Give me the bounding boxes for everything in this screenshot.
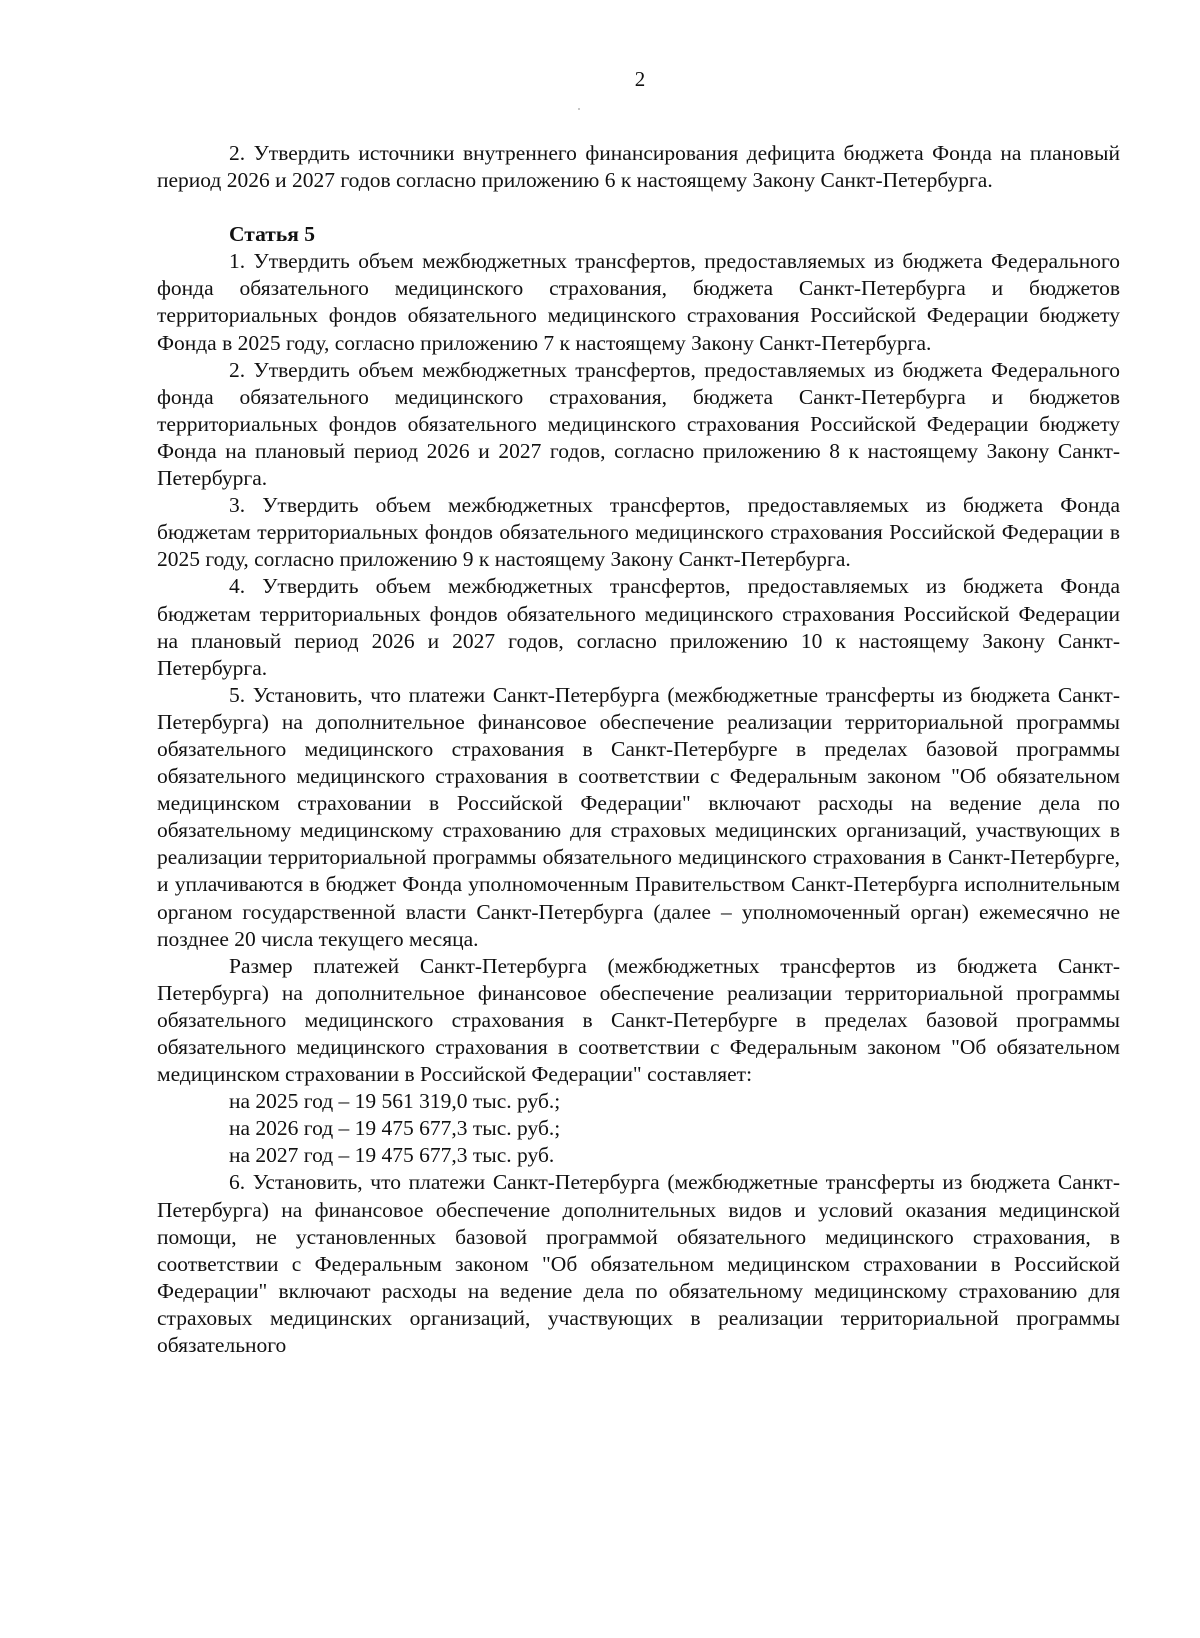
paragraph-2: 2. Утвердить источники внутреннего финансирования дефицита бюджета Фонда на плановый период 2026 и 2027 годов согласно приложению 6 к настоящему Закону Санкт-Петербурга. (157, 141, 1120, 193)
payment-size-paragraph: Размер платежей Санкт-Петербурга (межбюджетных трансфертов из бюджета Санкт-Петербурга) на дополнительное финансовое обеспечение реализации территориальной программы обязательного медицинского страхования в Санкт-Петербурге в пределах базовой программы обязательного медицинского страхования в соответствии с Федеральным законом "Об обязательном медицинском страховании в Российской Федерации" составляет: (157, 953, 1120, 1087)
amount-2025: на 2025 год – 19 561 319,0 тыс. руб.; (229, 1089, 561, 1114)
amount-2027: на 2027 год – 19 475 677,3 тыс. руб. (229, 1143, 555, 1168)
article-item-1: 1. Утвердить объем межбюджетных трансфертов, предоставляемых из бюджета Федерального фонда обязательного медицинского страхования, бюджета Санкт-Петербурга и бюджетов территориальных фондов обязательного медицинского страхования Российской Федерации бюджету Фонда в 2025 году, согласно приложению 7 к настоящему Закону Санкт-Петербурга. (157, 249, 1120, 355)
article-item-5: 5. Установить, что платежи Санкт-Петербурга (межбюджетные трансферты из бюджета Санкт-Петербурга) на дополнительное финансовое обеспечение реализации территориальной программы обязательного медицинского страхования в Санкт-Петербурге в пределах базовой программы обязательного медицинского страхования в соответствии с Федеральным законом "Об обязательном медицинском страховании в Российской Федерации" включают расходы на ведение дела по обязательному медицинскому страхованию для страховых медицинских организаций, участвующих в реализации территориальной программы обязательного медицинского страхования в Санкт-Петербурге, и уплачиваются в бюджет Фонда уполномоченным Правительством Санкт-Петербурга исполнительным органом государственной власти Санкт-Петербурга (далее – уполномоченный орган) ежемесячно не позднее 20 числа текущего месяца. (157, 682, 1120, 951)
document-body (157, 140, 1120, 1359)
amount-2026: на 2026 год – 19 475 677,3 тыс. руб.; (229, 1116, 561, 1141)
scan-artifact-dot (578, 108, 580, 110)
article-item-2: 2. Утвердить объем межбюджетных трансфертов, предоставляемых из бюджета Федерального фонда обязательного медицинского страхования, бюджета Санкт-Петербурга и бюджетов территориальных фондов обязательного медицинского страхования Российской Федерации бюджету Фонда на плановый период 2026 и 2027 годов, согласно приложению 8 к настоящему Закону Санкт-Петербурга. (157, 357, 1120, 491)
page-number: 2 (634, 67, 646, 91)
article-item-6: 6. Установить, что платежи Санкт-Петербурга (межбюджетные трансферты из бюджета Санкт-Петербурга) на финансовое обеспечение дополнительных видов и условий оказания медицинской помощи, не установленных базовой программой обязательного медицинского страхования, в соответствии с Федеральным законом "Об обязательном медицинском страховании в Российской Федерации" включают расходы на ведение дела по обязательному медицинскому страхованию для страховых медицинских организаций, участвующих в реализации территориальной программы обязательного (157, 1170, 1120, 1358)
article-item-3: 3. Утвердить объем межбюджетных трансфертов, предоставляемых из бюджета Фонда бюджетам территориальных фондов обязательного медицинского страхования Российской Федерации в 2025 году, согласно приложению 9 к настоящему Закону Санкт-Петербурга. (157, 493, 1120, 572)
article-item-4: 4. Утвердить объем межбюджетных трансфертов, предоставляемых из бюджета Фонда бюджетам территориальных фондов обязательного медицинского страхования Российской Федерации на плановый период 2026 и 2027 годов, согласно приложению 10 к настоящему Закону Санкт-Петербурга. (157, 574, 1120, 680)
article-heading: Статья 5 (229, 222, 315, 247)
